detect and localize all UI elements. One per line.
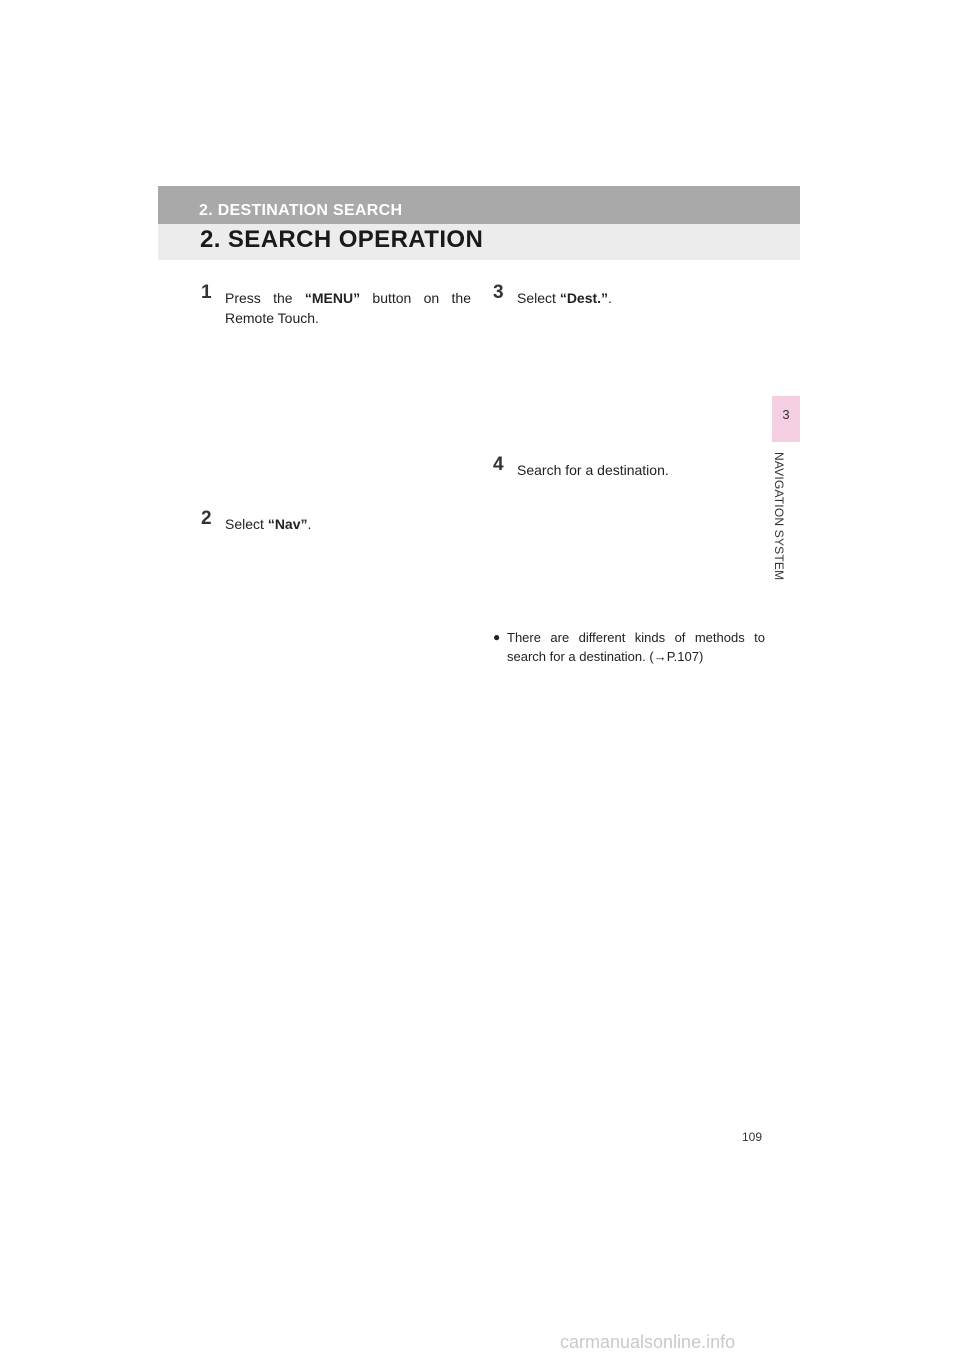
chapter-tab — [772, 396, 800, 442]
watermark: carmanualsonline.info — [560, 1332, 736, 1352]
title-bar — [158, 224, 800, 260]
step-text: Select “Dest.”. — [517, 290, 612, 306]
note-text: There are different kinds of methods to search for a destination. (→P.107) — [507, 630, 765, 664]
page-number: 109 — [742, 1130, 763, 1144]
step-number: 2 — [201, 508, 212, 529]
step-number: 3 — [493, 282, 504, 303]
step-text: Press the “MENU” button on the Remote Touch. — [225, 290, 471, 326]
step-text: Select “Nav”. — [225, 516, 312, 532]
dest-option-label: “Dest.” — [559, 290, 609, 306]
chapter-title: NAVIGATION SYSTEM — [772, 452, 786, 581]
section-label: 2. DESTINATION SEARCH — [199, 202, 403, 219]
step-3 — [493, 282, 765, 308]
nav-option-label: “Nav” — [267, 516, 308, 532]
note — [493, 628, 765, 666]
chapter-number: 3 — [782, 407, 790, 422]
step-number: 1 — [201, 282, 212, 303]
step-4 — [493, 454, 765, 480]
step-2 — [201, 508, 471, 534]
step-text: Search for a destination. — [517, 462, 669, 478]
step-number: 4 — [493, 454, 504, 475]
section-header-bar — [158, 186, 800, 224]
bullet-icon: ● — [493, 630, 501, 644]
page-title: 2. SEARCH OPERATION — [200, 226, 484, 253]
step-1 — [201, 282, 471, 328]
menu-button-label: “MENU” — [304, 290, 361, 306]
